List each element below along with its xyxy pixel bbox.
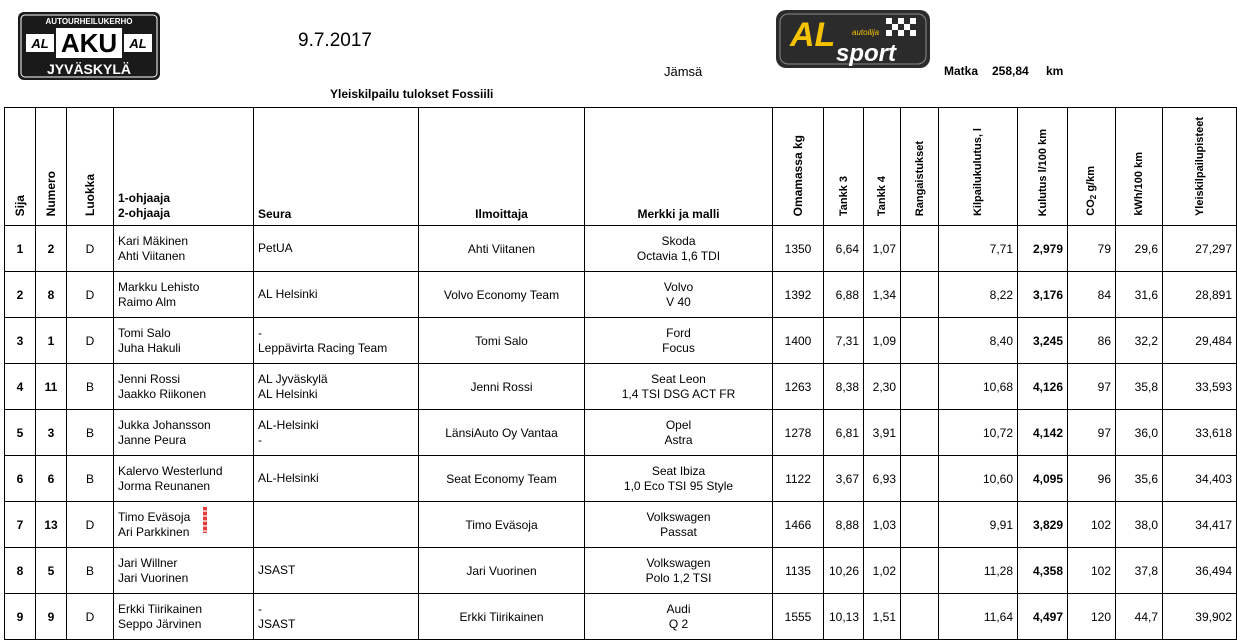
cell-tankki3: 10,13: [824, 594, 864, 640]
cell-tankki3: 8,88: [824, 502, 864, 548]
svg-text:AL: AL: [31, 36, 49, 51]
cell-kulutus: 3,245: [1018, 318, 1068, 364]
cell-drivers: Markku Lehisto Raimo Alm: [114, 272, 254, 318]
cell-tankki4: 6,93: [864, 456, 901, 502]
cell-ilmoittaja: Jenni Rossi: [419, 364, 585, 410]
table-row: [5, 272, 1237, 318]
cell-seura: - JSAST: [254, 594, 419, 640]
cell-pisteet: 36,494: [1163, 548, 1237, 594]
cell-luokka: D: [67, 318, 114, 364]
cell-drivers: Timo Eväsoja Ari Parkkinen: [114, 502, 254, 548]
cell-rangaistukset: [901, 548, 939, 594]
cell-merkki: Seat Ibiza 1,0 Eco TSI 95 Style: [585, 456, 773, 502]
cell-drivers: Erkki Tiirikainen Seppo Järvinen: [114, 594, 254, 640]
svg-text:JYVÄSKYLÄ: JYVÄSKYLÄ: [46, 61, 132, 77]
cell-co2: 96: [1068, 456, 1116, 502]
cell-tankki3: 3,67: [824, 456, 864, 502]
cell-pisteet: 28,891: [1163, 272, 1237, 318]
cell-seura: PetUA: [254, 226, 419, 272]
cell-tankki4: 1,51: [864, 594, 901, 640]
cell-numero: 11: [36, 364, 67, 410]
table-row: [5, 594, 1237, 640]
cell-kulutus: 2,979: [1018, 226, 1068, 272]
distance-value: 258,84: [992, 64, 1029, 78]
cell-tankki3: 6,64: [824, 226, 864, 272]
cell-kilpailukulutus: 8,22: [939, 272, 1018, 318]
cell-kilpailukulutus: 7,71: [939, 226, 1018, 272]
header-kulutus: Kulutus l/100 km: [1018, 108, 1068, 226]
cell-sija: 3: [5, 318, 36, 364]
cell-numero: 9: [36, 594, 67, 640]
cell-co2: 79: [1068, 226, 1116, 272]
cell-tankki3: 6,88: [824, 272, 864, 318]
cell-sija: 2: [5, 272, 36, 318]
red-marker: [203, 507, 207, 533]
cell-sija: 4: [5, 364, 36, 410]
cell-rangaistukset: [901, 318, 939, 364]
table-row: [5, 364, 1237, 410]
cell-sija: 9: [5, 594, 36, 640]
cell-kwh: 36,0: [1116, 410, 1163, 456]
cell-omamassa: 1392: [773, 272, 824, 318]
header-merkki: Merkki ja malli: [585, 108, 773, 226]
cell-drivers: Jari Willner Jari Vuorinen: [114, 548, 254, 594]
cell-seura: AL-Helsinki: [254, 456, 419, 502]
cell-tankki4: 3,91: [864, 410, 901, 456]
cell-omamassa: 1350: [773, 226, 824, 272]
cell-luokka: D: [67, 226, 114, 272]
cell-merkki: Volkswagen Polo 1,2 TSI: [585, 548, 773, 594]
cell-tankki3: 6,81: [824, 410, 864, 456]
cell-kilpailukulutus: 10,68: [939, 364, 1018, 410]
cell-seura: [254, 502, 419, 548]
cell-seura: AL Jyväskylä AL Helsinki: [254, 364, 419, 410]
cell-tankki4: 1,09: [864, 318, 901, 364]
cell-co2: 86: [1068, 318, 1116, 364]
cell-luokka: B: [67, 548, 114, 594]
cell-kwh: 44,7: [1116, 594, 1163, 640]
cell-tankki3: 8,38: [824, 364, 864, 410]
cell-rangaistukset: [901, 272, 939, 318]
cell-ilmoittaja: Volvo Economy Team: [419, 272, 585, 318]
table-row: [5, 318, 1237, 364]
cell-pisteet: 34,417: [1163, 502, 1237, 548]
cell-tankki4: 1,34: [864, 272, 901, 318]
cell-kwh: 32,2: [1116, 318, 1163, 364]
table-row: [5, 456, 1237, 502]
table-row: [5, 410, 1237, 456]
svg-text:autoilija: autoilija: [852, 28, 880, 37]
distance-label: Matka: [944, 64, 979, 78]
cell-kwh: 35,6: [1116, 456, 1163, 502]
header-pisteet: Yleiskilpailupisteet: [1163, 108, 1237, 226]
header-co2: $CO_2$ g/km: [1068, 108, 1116, 226]
cell-kilpailukulutus: 9,91: [939, 502, 1018, 548]
header-kwh: kWh/100 km: [1116, 108, 1163, 226]
cell-luokka: B: [67, 364, 114, 410]
cell-luokka: D: [67, 502, 114, 548]
cell-co2: 97: [1068, 410, 1116, 456]
cell-kilpailukulutus: 10,72: [939, 410, 1018, 456]
cell-kulutus: 3,176: [1018, 272, 1068, 318]
cell-sija: 5: [5, 410, 36, 456]
cell-merkki: Seat Leon 1,4 TSI DSG ACT FR: [585, 364, 773, 410]
cell-rangaistukset: [901, 364, 939, 410]
results-title: Yleiskilpailu tulokset Fossiili: [330, 87, 494, 101]
cell-co2: 102: [1068, 548, 1116, 594]
cell-pisteet: 34,403: [1163, 456, 1237, 502]
cell-pisteet: 29,484: [1163, 318, 1237, 364]
results-table: [4, 107, 1237, 640]
cell-co2: 97: [1068, 364, 1116, 410]
cell-ilmoittaja: Tomi Salo: [419, 318, 585, 364]
cell-rangaistukset: [901, 226, 939, 272]
cell-tankki3: 7,31: [824, 318, 864, 364]
cell-merkki: Opel Astra: [585, 410, 773, 456]
cell-kulutus: 4,126: [1018, 364, 1068, 410]
cell-merkki: Skoda Octavia 1,6 TDI: [585, 226, 773, 272]
table-row: [5, 548, 1237, 594]
cell-kwh: 38,0: [1116, 502, 1163, 548]
cell-kulutus: 4,095: [1018, 456, 1068, 502]
cell-rangaistukset: [901, 594, 939, 640]
cell-ilmoittaja: Jari Vuorinen: [419, 548, 585, 594]
cell-ilmoittaja: Seat Economy Team: [419, 456, 585, 502]
cell-ilmoittaja: Erkki Tiirikainen: [419, 594, 585, 640]
cell-pisteet: 39,902: [1163, 594, 1237, 640]
cell-drivers: Kari Mäkinen Ahti Viitanen: [114, 226, 254, 272]
cell-sija: 7: [5, 502, 36, 548]
cell-omamassa: 1122: [773, 456, 824, 502]
cell-omamassa: 1555: [773, 594, 824, 640]
header-ilmoittaja: Ilmoittaja: [419, 108, 585, 226]
cell-merkki: Audi Q 2: [585, 594, 773, 640]
cell-luokka: D: [67, 594, 114, 640]
cell-kilpailukulutus: 10,60: [939, 456, 1018, 502]
cell-co2: 102: [1068, 502, 1116, 548]
header-numero: Numero: [36, 108, 67, 226]
cell-numero: 5: [36, 548, 67, 594]
cell-rangaistukset: [901, 502, 939, 548]
cell-drivers: Jenni Rossi Jaakko Riikonen: [114, 364, 254, 410]
cell-kwh: 35,8: [1116, 364, 1163, 410]
cell-tankki4: 1,03: [864, 502, 901, 548]
cell-numero: 1: [36, 318, 67, 364]
header-tankki3: Tankk 3: [824, 108, 864, 226]
cell-numero: 13: [36, 502, 67, 548]
cell-kulutus: 3,829: [1018, 502, 1068, 548]
header-luokka: Luokka: [67, 108, 114, 226]
header-sija: Sija: [5, 108, 36, 226]
header-omamassa: Omamassa kg: [773, 108, 824, 226]
cell-omamassa: 1263: [773, 364, 824, 410]
cell-kwh: 31,6: [1116, 272, 1163, 318]
cell-kwh: 29,6: [1116, 226, 1163, 272]
cell-co2: 120: [1068, 594, 1116, 640]
cell-kulutus: 4,358: [1018, 548, 1068, 594]
cell-luokka: B: [67, 410, 114, 456]
cell-seura: AL-Helsinki -: [254, 410, 419, 456]
cell-merkki: Volvo V 40: [585, 272, 773, 318]
cell-ilmoittaja: Ahti Viitanen: [419, 226, 585, 272]
cell-rangaistukset: [901, 456, 939, 502]
cell-omamassa: 1400: [773, 318, 824, 364]
event-date: 9.7.2017: [298, 30, 372, 51]
header-rangaistukset: Rangaistukset: [901, 108, 939, 226]
cell-sija: 8: [5, 548, 36, 594]
cell-sija: 6: [5, 456, 36, 502]
cell-pisteet: 33,618: [1163, 410, 1237, 456]
cell-omamassa: 1135: [773, 548, 824, 594]
table-row: [5, 226, 1237, 272]
cell-tankki4: 1,07: [864, 226, 901, 272]
header-row: [5, 108, 1237, 226]
cell-kulutus: 4,497: [1018, 594, 1068, 640]
svg-text:AL: AL: [129, 36, 147, 51]
cell-kwh: 37,8: [1116, 548, 1163, 594]
svg-text:AUTOURHEILUKERHO: AUTOURHEILUKERHO: [45, 17, 133, 26]
cell-rangaistukset: [901, 410, 939, 456]
cell-merkki: Ford Focus: [585, 318, 773, 364]
header-tankki4: Tankk 4: [864, 108, 901, 226]
cell-pisteet: 33,593: [1163, 364, 1237, 410]
event-place: Jämsä: [664, 64, 703, 79]
svg-text:AL: AL: [790, 16, 836, 54]
cell-omamassa: 1278: [773, 410, 824, 456]
cell-drivers: Tomi Salo Juha Hakuli: [114, 318, 254, 364]
header-kilpailukulutus: Kilpailukulutus, l: [939, 108, 1018, 226]
cell-drivers: Kalervo Westerlund Jorma Reunanen: [114, 456, 254, 502]
cell-pisteet: 27,297: [1163, 226, 1237, 272]
cell-kilpailukulutus: 11,64: [939, 594, 1018, 640]
cell-tankki4: 2,30: [864, 364, 901, 410]
cell-seura: AL Helsinki: [254, 272, 419, 318]
header-seura: Seura: [254, 108, 419, 226]
al-sport-logo: [776, 10, 930, 68]
cell-numero: 2: [36, 226, 67, 272]
svg-text:sport: sport: [836, 40, 896, 67]
cell-luokka: D: [67, 272, 114, 318]
cell-sija: 1: [5, 226, 36, 272]
cell-numero: 6: [36, 456, 67, 502]
cell-luokka: B: [67, 456, 114, 502]
header-drivers: 1-ohjaaja 2-ohjaaja: [114, 108, 254, 226]
cell-ilmoittaja: Timo Eväsoja: [419, 502, 585, 548]
distance-unit: km: [1046, 64, 1064, 78]
cell-tankki4: 1,02: [864, 548, 901, 594]
cell-seura: - Leppävirta Racing Team: [254, 318, 419, 364]
cell-kilpailukulutus: 8,40: [939, 318, 1018, 364]
svg-text:AKU: AKU: [60, 28, 118, 58]
cell-co2: 84: [1068, 272, 1116, 318]
cell-seura: JSAST: [254, 548, 419, 594]
cell-kulutus: 4,142: [1018, 410, 1068, 456]
table-row: [5, 502, 1237, 548]
aku-club-logo: [18, 12, 160, 80]
cell-numero: 3: [36, 410, 67, 456]
cell-merkki: Volkswagen Passat: [585, 502, 773, 548]
cell-kilpailukulutus: 11,28: [939, 548, 1018, 594]
cell-drivers: Jukka Johansson Janne Peura: [114, 410, 254, 456]
cell-omamassa: 1466: [773, 502, 824, 548]
cell-numero: 8: [36, 272, 67, 318]
cell-tankki3: 10,26: [824, 548, 864, 594]
cell-ilmoittaja: LänsiAuto Oy Vantaa: [419, 410, 585, 456]
